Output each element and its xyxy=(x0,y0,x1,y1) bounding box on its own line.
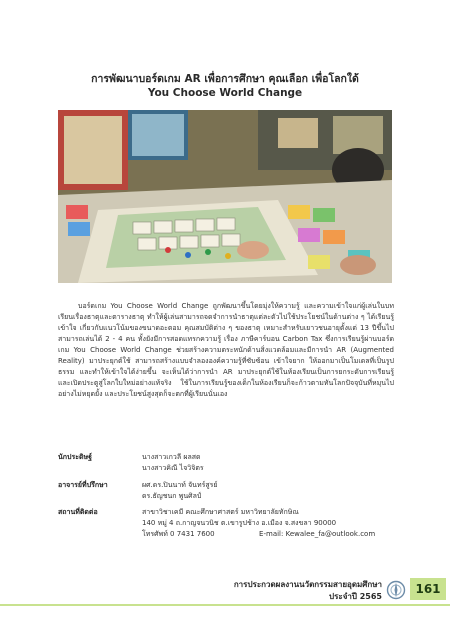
contact-email: E-mail: Kewalee_fa@outlook.com xyxy=(259,530,376,538)
contact-line: 140 หมู่ 4 ถ.กาญจนวนิช ต.เขารูปช้าง อ.เมือง จ.สงขลา 90000 xyxy=(142,519,337,527)
inventors-label: นักประดิษฐ์ xyxy=(58,453,93,461)
page-subtitle: You Choose World Change xyxy=(147,87,303,99)
advisors-label: อาจารย์ที่ปรึกษา xyxy=(58,481,108,489)
classroom-boardgame-photo xyxy=(58,110,392,283)
compass-emblem-icon xyxy=(386,580,406,600)
footer-title xyxy=(234,579,382,603)
advisor-name: ผศ.ดร.ปินนาท์ จันทร์สูรย์ xyxy=(142,481,218,489)
advisor-name: ดร.ธัญชนก พูนศิลป์ xyxy=(142,492,202,500)
inventor-name: นางสาวคิณี ไจวิจิตร xyxy=(142,464,204,472)
contact-phone: โทรศัพท์ 0 7431 7600 xyxy=(142,530,215,538)
contact-label: สถานที่ติดต่อ xyxy=(58,508,98,516)
footer-line-2: ประจำปี 2565 xyxy=(329,592,382,601)
description-paragraph: บอร์ดเกม You Choose World Change ถูกพัฒนาขึ้นโดยมุ่งให้ความรู้ และความเข้าใจแก่ผู้เล่นในบทเรียนเรื่องธาตุและตารางธาตุ ทำให้ผู้เล่นสามารถจดจำการนำธาตุแต่ละตัวไปใช้ประโยชน์ในด้านต่าง ๆ ได้เรียนรู้ เข้าใจ เกี่ยวกับแนวโน้มของขนาดอะตอม คุณสมบัติต่าง ๆ ของธาตุ เหมาะสำหรับเยาวชนอายุตั้งแต่ 13 ปีขึ้นไป สามารถเล่นได้ 2 - 4 คน ทั้งยังมีการสอดแทรกความรู้ เรื่อง ภาษีคาร์บอน Carbon Tax ซึ่งการเรียนรู้ผ่านบอร์ดเกม You Choose World Change ช่วยสร้างความตระหนักด้านสิ่งแวดล้อมและมีการนำ AR (Augmented Reality) มาประยุกต์ใช้ สามารถสร้างแบบจำลององค์ความรู้ที่ซับซ้อน เข้าใจยาก ให้ออกมาเป็นโมเดลที่เป็นรูปธรรม และทำให้เข้าใจได้ง่ายขึ้น จะเห็นได้ว่าการนำ AR มาประยุกต์ใช้ในห้องเรียนเป็นการยกระดับการเรียนรู้ และเปิดประตูสู่โลกใบใหม่อย่างแท้จริง ใช้ในการเรียนรู้ของเด็กในห้องเรียนก็จะก้าวตามทันโลกปัจจุบันที่หมุนไปอย่างไม่หยุดยั้ง และประโยชน์สูงสุดก็จะตกที่ผู้เรียนนั่นเอง xyxy=(58,302,394,398)
description-text xyxy=(58,301,394,400)
footer-line-1: การประกวดผลงานนวัตกรรมสายอุดมศึกษา xyxy=(233,580,382,589)
contact-line: สาขาวิชาเคมี คณะศึกษาศาสตร์ มหาวิทยาลัยทักษิณ xyxy=(142,508,299,516)
inventor-name: นางสาวเกวลี ผลสด xyxy=(142,453,201,461)
page-title: การพัฒนาบอร์ดเกม AR เพื่อการศึกษา คุณเลือก เพื่อโลกใด้ xyxy=(91,73,359,85)
page-number: 161 xyxy=(410,578,446,600)
footer-accent-bar xyxy=(0,604,450,606)
contact-phone-email-line xyxy=(142,529,402,540)
